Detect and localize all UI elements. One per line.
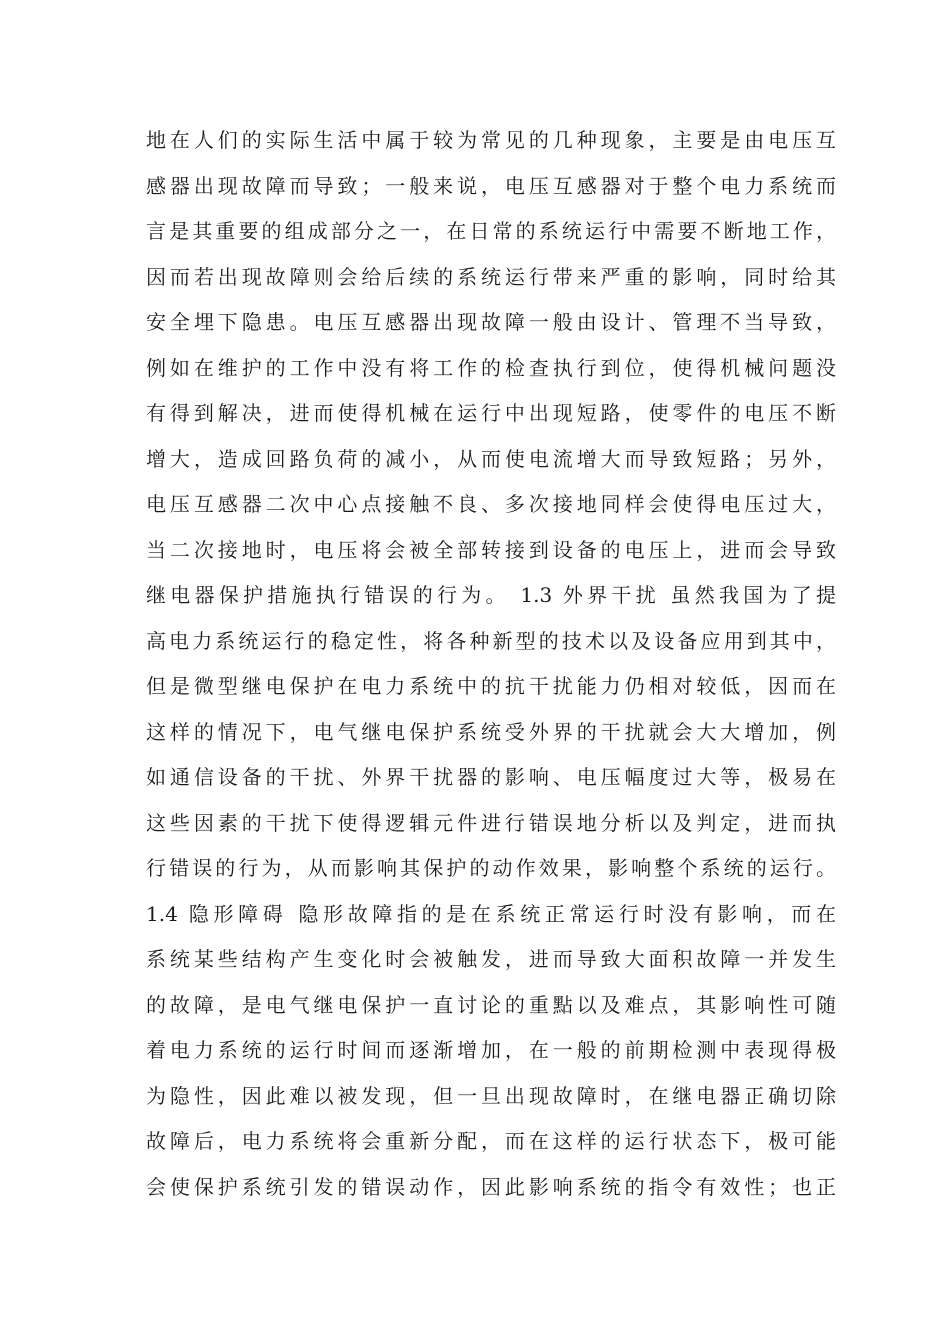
body-text — [146, 118, 836, 1210]
text-line: 如通信设备的干扰、外界干扰器的影响、电压幅度过大等，极易在 — [146, 765, 836, 789]
text-line: 但是微型继电保护在电力系统中的抗干扰能力仍相对较低，因而在 — [146, 674, 836, 698]
text-line: 有得到解决，进而使得机械在运行中出现短路，使零件的电压不断 — [146, 401, 836, 425]
text-line: 系统某些结构产生变化时会被触发，进而导致大面积故障一并发生 — [146, 947, 836, 971]
text-line: 安全埋下隐患。电压互感器出现故障一般由设计、管理不当导致， — [146, 310, 836, 334]
text-line: 的故障，是电气继电保护一直讨论的重點以及难点，其影响性可随 — [146, 992, 836, 1017]
text-line: 会使保护系统引发的错误动作，因此影响系统的指令有效性；也正 — [146, 1174, 836, 1199]
text-line: 例如在维护的工作中没有将工作的检查执行到位，使得机械问题没 — [146, 355, 836, 380]
text-line: 着电力系统的运行时间而逐渐增加，在一般的前期检测中表现得极 — [146, 1038, 836, 1062]
text-line: 这样的情况下，电气继电保护系统受外界的干扰就会大大增加，例 — [146, 719, 836, 744]
text-line: 为隐性，因此难以被发现，但一旦出现故障时，在继电器正确切除 — [146, 1083, 836, 1108]
text-line: 电压互感器二次中心点接触不良、多次接地同样会使得电压过大， — [146, 492, 836, 516]
text-line: 增大，造成回路负荷的减小，从而使电流增大而导致短路；另外， — [146, 446, 836, 471]
text-line: 故障后，电力系统将会重新分配，而在这样的运行状态下，极可能 — [146, 1129, 836, 1153]
text-line: 这些因素的干扰下使得逻辑元件进行错误地分析以及判定，进而执 — [146, 810, 836, 835]
text-line: 感器出现故障而导致；一般来说，电压互感器对于整个电力系统而 — [146, 173, 836, 198]
text-line: 高电力系统运行的稳定性，将各种新型的技术以及设备应用到其中， — [146, 628, 836, 653]
text-line: 1.4 隐形障碍 隐形故障指的是在系统正常运行时没有影响，而在 — [146, 901, 836, 926]
text-line: 地在人们的实际生活中属于较为常见的几种现象，主要是由电压互 — [146, 128, 836, 152]
text-line: 言是其重要的组成部分之一，在日常的系统运行中需要不断地工作， — [146, 219, 836, 243]
text-line: 当二次接地时，电压将会被全部转接到设备的电压上，进而会导致 — [146, 537, 836, 562]
text-line: 继电器保护措施执行错误的行为。 1.3 外界干扰 虽然我国为了提 — [146, 583, 836, 607]
text-line: 因而若出现故障则会给后续的系统运行带来严重的影响，同时给其 — [146, 264, 836, 289]
text-line: 行错误的行为，从而影响其保护的动作效果，影响整个系统的运行。 — [146, 856, 836, 880]
